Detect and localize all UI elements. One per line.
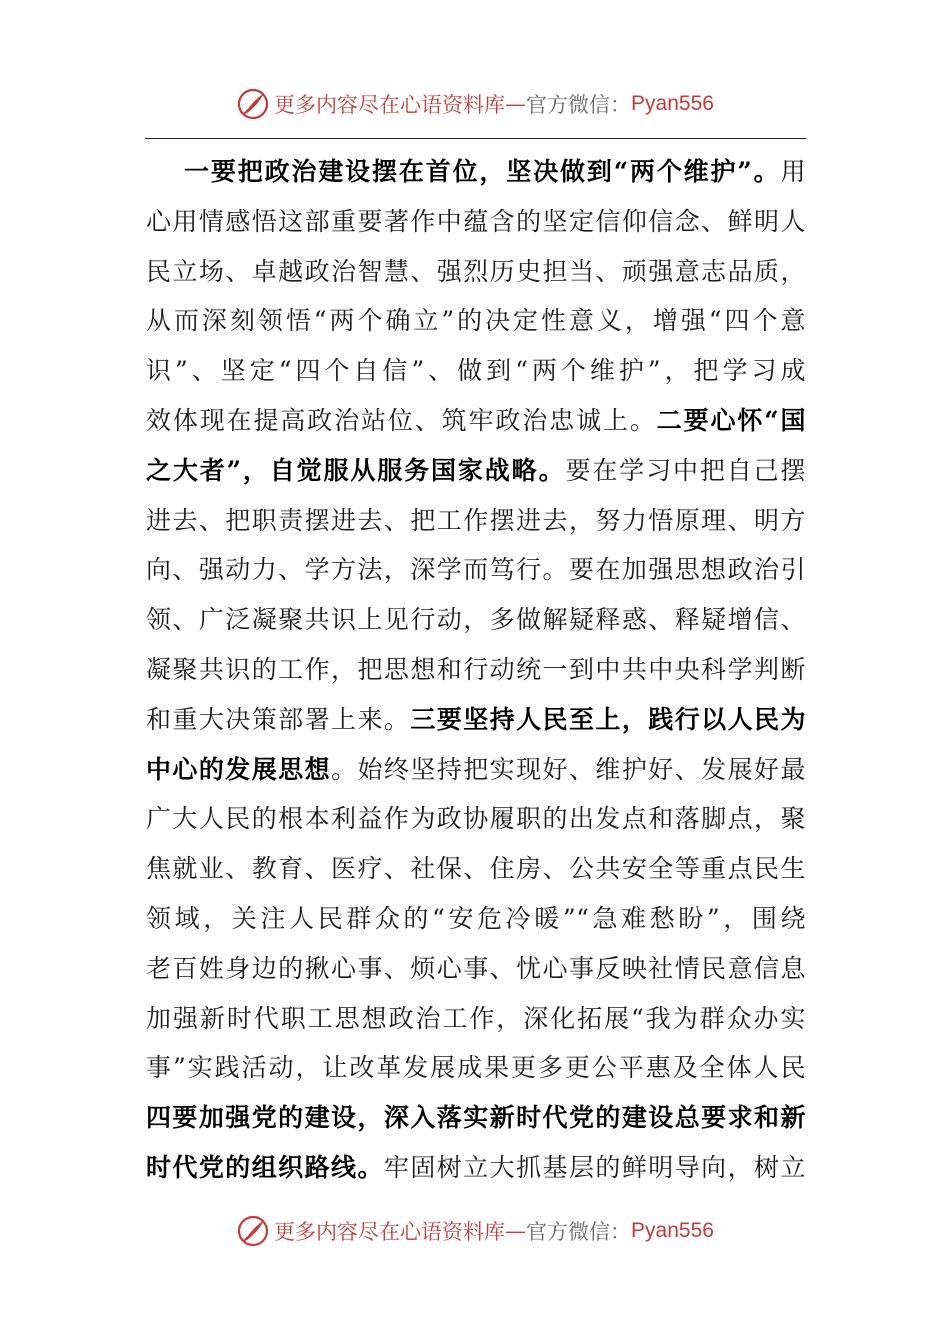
text-segment: 进去、把职责摆进去、把工作摆进去，努力悟原理、明方	[146, 505, 806, 535]
bold-heading-segment: 之大者”，自觉服从服务国家战略。	[146, 455, 566, 485]
text-segment: 从而深刻领悟“两个确立”的决定性意义，增强“四个意	[146, 306, 806, 336]
bold-heading-segment: 三要坚持人民至上，践行以人民为	[410, 704, 806, 734]
quill-logo-icon	[236, 1214, 270, 1248]
text-segment: 牢固树立大抓基层的鲜明导向，树立	[383, 1152, 806, 1182]
text-line	[146, 1043, 806, 1093]
text-segment: 加强新时代职工思想政治工作，深化拓展“我为群众办实	[146, 1003, 806, 1033]
text-segment: 效体现在提高政治站位、筑牢政治忠诚上。	[146, 405, 657, 435]
document-body	[146, 147, 806, 1193]
text-segment: 凝聚共识的工作，把思想和行动统一到中共中央科学判断	[146, 654, 806, 684]
text-line	[146, 645, 806, 695]
text-line	[146, 944, 806, 994]
text-line	[146, 745, 806, 795]
text-segment: 民立场、卓越政治智慧、强烈历史担当、顽强意志品质，	[146, 256, 806, 286]
text-line	[146, 794, 806, 844]
text-line	[146, 1143, 806, 1193]
watermark-label: 官方微信：	[526, 1220, 632, 1244]
text-segment: 用	[780, 157, 806, 186]
text-segment: 和重大决策部署上来。	[146, 704, 411, 734]
bold-heading-segment: 中心的发展思想	[146, 754, 332, 784]
text-segment: 广大人民的根本利益作为政协履职的出发点和落脚点，聚	[146, 804, 806, 834]
watermark-text: 更多内容尽在心语资料库	[274, 93, 506, 117]
header-watermark	[0, 84, 950, 124]
text-line	[146, 247, 806, 297]
text-line	[146, 844, 806, 894]
quill-logo-icon	[236, 87, 270, 121]
watermark-wechat-id: Pyan556	[631, 92, 714, 115]
text-line	[146, 147, 806, 197]
watermark-label: 官方微信：	[526, 93, 632, 117]
watermark-separator: —	[505, 92, 527, 116]
text-segment: 要在学习中把自己摆	[565, 455, 806, 485]
text-line	[146, 595, 806, 645]
text-line	[146, 197, 806, 247]
bold-heading-segment: 二要心怀“国	[656, 405, 806, 435]
header-rule	[145, 138, 806, 139]
watermark-separator: —	[505, 1219, 527, 1243]
text-segment: 心用情感悟这部重要著作中蕴含的坚定信仰信念、鲜明人	[146, 206, 806, 236]
bold-heading-segment: 四要加强党的建设，深入落实新时代党的建设总要求和新	[146, 1103, 806, 1133]
text-line	[146, 346, 806, 396]
text-segment: 领、广泛凝聚共识上见行动，多做解疑释惑、释疑增信、	[146, 605, 806, 635]
bold-heading-segment: 一要把政治建设摆在首位，坚决做到“两个维护”。	[184, 157, 781, 186]
watermark-wechat-id: Pyan556	[631, 1219, 714, 1242]
watermark-text: 更多内容尽在心语资料库	[274, 1220, 506, 1244]
text-line	[146, 296, 806, 346]
text-segment: 识”、坚定“四个自信”、做到“两个维护”，把学习成	[146, 356, 806, 386]
text-line	[146, 994, 806, 1044]
text-segment: 焦就业、教育、医疗、社保、住房、公共安全等重点民生	[146, 854, 806, 884]
text-line	[146, 396, 806, 446]
text-line	[146, 496, 806, 546]
footer-watermark	[0, 1211, 950, 1251]
text-line	[146, 894, 806, 944]
text-line	[146, 695, 806, 745]
text-segment: 向、强动力、学方法，深学而笃行。要在加强思想政治引	[146, 555, 806, 585]
text-segment: 事”实践活动，让改革发展成果更多更公平惠及全体人民	[146, 1053, 806, 1083]
text-line	[146, 1093, 806, 1143]
text-segment: 领域，关注人民群众的“安危冷暖”“急难愁盼”，围绕	[146, 903, 806, 933]
bold-heading-segment: 时代党的组织路线。	[146, 1152, 384, 1182]
text-segment: 。始终坚持把实现好、维护好、发展好最	[331, 754, 806, 784]
text-line	[146, 545, 806, 595]
text-segment: 老百姓身边的揪心事、烦心事、忧心事反映社情民意信息	[146, 953, 806, 983]
text-line	[146, 446, 806, 496]
